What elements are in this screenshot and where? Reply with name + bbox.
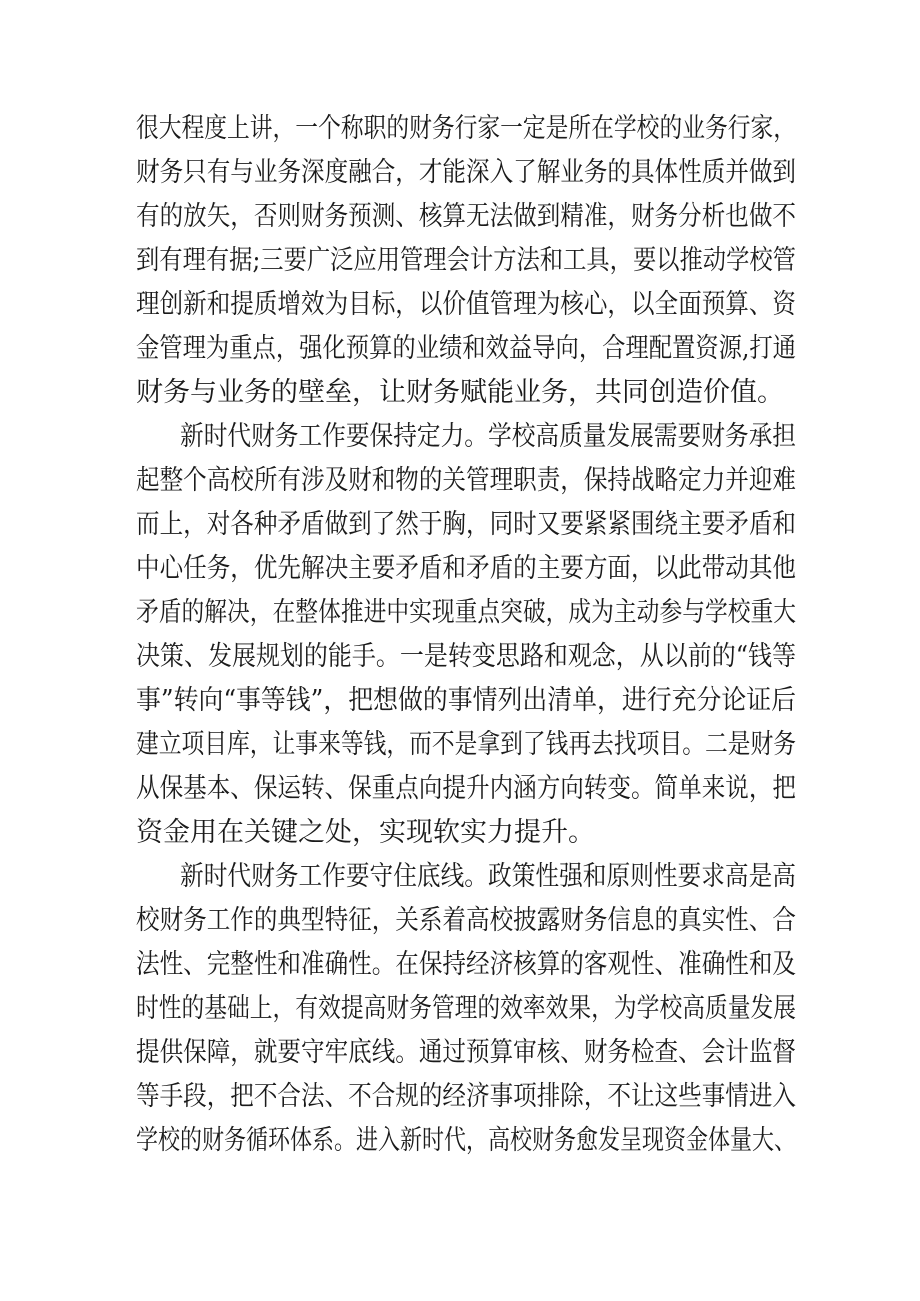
text-line: 新时代财务工作要保持定力。学校高质量发展需要财务承担 — [180, 421, 797, 452]
text-line: 提供保障，就要守牢底线。通过预算审核、财务检查、会计监督 — [136, 1037, 796, 1068]
text-line: 事”转向“事等钱”，把想做的事情列出清单，进行充分论证后 — [136, 685, 796, 716]
text-line: 学校的财务循环体系。进入新时代，高校财务愈发呈现资金体量大、 — [136, 1125, 796, 1156]
text-line: 法性、完整性和准确性。在保持经济核算的客观性、准确性和及 — [136, 949, 796, 980]
text-line: 金管理为重点，强化预算的业绩和效益导向，合理配置资源,打通 — [136, 333, 796, 364]
text-line: 理创新和提质增效为目标，以价值管理为核心，以全面预算、资 — [136, 289, 796, 320]
text-line: 很大程度上讲，一个称职的财务行家一定是所在学校的业务行家， — [136, 113, 796, 144]
text-line: 到有理有据;三要广泛应用管理会计方法和工具，要以推动学校管 — [136, 245, 796, 276]
text-line: 财务只有与业务深度融合，才能深入了解业务的具体性质并做到 — [136, 157, 796, 188]
text-line: 建立项目库，让事来等钱，而不是拿到了钱再去找项目。二是财务 — [136, 729, 796, 760]
text-line: 等手段，把不合法、不合规的经济事项排除，不让这些事情进入 — [136, 1081, 796, 1112]
text-line: 新时代财务工作要守住底线。政策性强和原则性要求高是高 — [180, 861, 797, 892]
text-line: 有的放矢，否则财务预测、核算无法做到精准，财务分析也做不 — [136, 201, 796, 232]
text-line: 起整个高校所有涉及财和物的关管理职责，保持战略定力并迎难 — [136, 465, 796, 496]
text-line: 时性的基础上，有效提高财务管理的效率效果，为学校高质量发展 — [136, 993, 796, 1024]
text-line: 从保基本、保运转、保重点向提升内涵方向转变。简单来说，把 — [136, 773, 796, 804]
text-line: 中心任务，优先解决主要矛盾和矛盾的主要方面，以此带动其他 — [136, 553, 796, 584]
text-line: 资金用在关键之处，实现软实力提升。 — [136, 817, 595, 848]
text-line: 决策、发展规划的能手。一是转变思路和观念，从以前的“钱等 — [136, 641, 796, 672]
text-line: 而上，对各种矛盾做到了然于胸，同时又要紧紧围绕主要矛盾和 — [136, 509, 796, 540]
text-line: 财务与业务的壁垒，让财务赋能业务，共同创造价值。 — [136, 377, 784, 408]
text-line: 校财务工作的典型特征，关系着高校披露财务信息的真实性、合 — [136, 905, 796, 936]
text-line: 矛盾的解决，在整体推进中实现重点突破，成为主动参与学校重大 — [136, 597, 796, 628]
